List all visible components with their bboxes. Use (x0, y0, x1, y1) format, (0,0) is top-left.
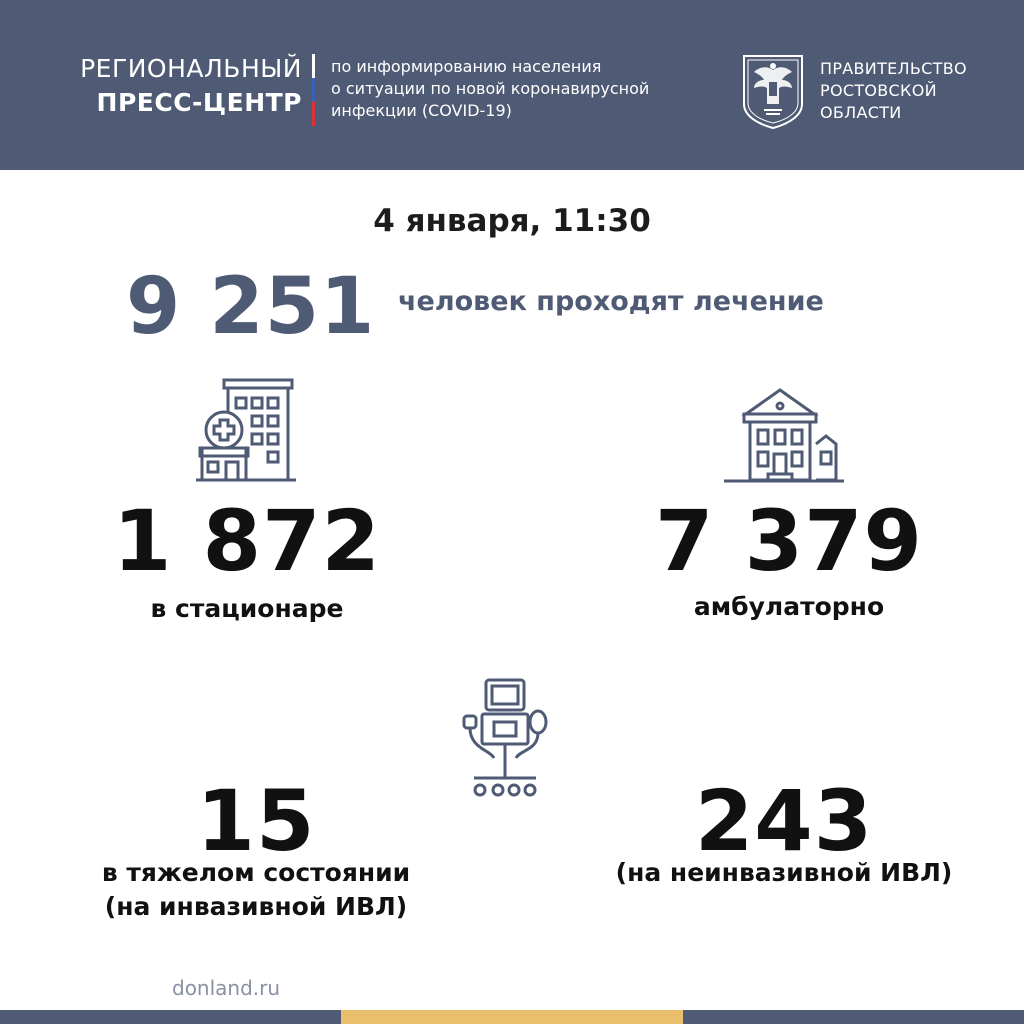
severe-label-line2: (на инвазивной ИВЛ) (104, 892, 408, 921)
total-treated-label: человек проходят лечение (398, 286, 824, 317)
tricolor-divider (312, 54, 315, 126)
noninvasive-count: 243 (694, 772, 874, 870)
bottom-bar-segment (0, 1010, 341, 1024)
coat-of-arms-icon (740, 52, 806, 130)
hospital-building-icon (196, 376, 296, 484)
header-description (331, 56, 731, 122)
header-banner (0, 0, 1024, 170)
header-description-line: о ситуации по новой коронавирусной (331, 79, 650, 98)
house-icon (724, 384, 844, 484)
outpatient-label: амбулаторно (693, 592, 885, 621)
header-description-line: инфекции (COVID-19) (331, 101, 512, 120)
government-name (820, 58, 967, 124)
brand-title-line2: ПРЕСС-ЦЕНТР (96, 88, 302, 117)
hospital-count: 1 872 (112, 492, 382, 590)
footer-site-link[interactable]: donland.ru (172, 976, 281, 1000)
header-description-line: по информированию населения (331, 57, 602, 76)
government-name-line: ПРАВИТЕЛЬСТВО (820, 59, 967, 78)
total-treated-number: 9 251 (126, 262, 376, 352)
ventilator-icon (460, 676, 550, 800)
bottom-bar-segment (341, 1010, 682, 1024)
brand-title-line1: РЕГИОНАЛЬНЫЙ (80, 54, 302, 83)
bottom-bar-segment (683, 1010, 1024, 1024)
severe-count: 15 (196, 772, 316, 870)
severe-label (56, 856, 456, 924)
bottom-color-bar (0, 1010, 1024, 1024)
report-date: 4 января, 11:30 (373, 203, 651, 239)
hospital-label: в стационаре (150, 594, 344, 623)
noninvasive-label: (на неинвазивной ИВЛ) (615, 858, 953, 887)
severe-label-line1: в тяжелом состоянии (101, 858, 411, 887)
outpatient-count: 7 379 (654, 492, 924, 590)
government-name-line: РОСТОВСКОЙ (820, 81, 937, 100)
government-name-line: ОБЛАСТИ (820, 103, 902, 122)
